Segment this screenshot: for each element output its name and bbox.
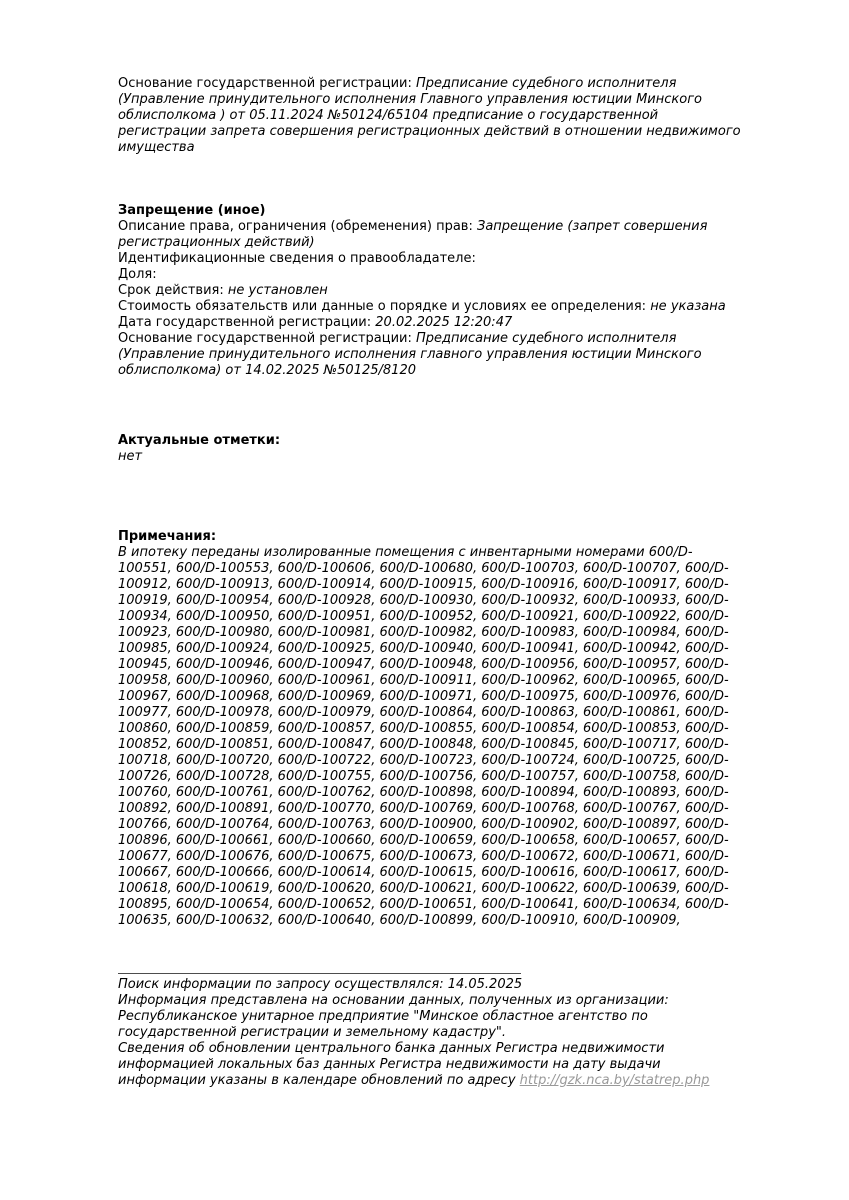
field-value: Запрещение (запрет совершения регистрационных действий)	[118, 219, 708, 250]
field-validity-period	[118, 283, 746, 299]
field-value: не указана	[650, 299, 726, 314]
field-value: 20.02.2025 12:20:47	[375, 315, 513, 330]
field-registration-basis	[118, 331, 746, 379]
statrep-link[interactable]: http://gzk.nca.by/statrep.php	[519, 1073, 710, 1088]
registration-basis-paragraph	[118, 76, 746, 156]
notes-text: В ипотеку переданы изолированные помещения с инвентарными номерами 600/D-100551, 600/D-100553, 600/D-100606, 600/D-100680, 600/D-100703, 600/D-100707, 600/D-100912, 600/D-100913, 600/D-100914, 600/D-100915, 600/D-100916, 600/D-100917, 600/D-100919, 600/D-100954, 600/D-100928, 600/D-100930, 600/D-100932, 600/D-100933, 600/D-100934, 600/D-100950, 600/D-100951, 600/D-100952, 600/D-100921, 600/D-100922, 600/D-100923, 600/D-100980, 600/D-100981, 600/D-100982, 600/D-100983, 600/D-100984, 600/D-100985, 600/D-100924, 600/D-100925, 600/D-100940, 600/D-100941, 600/D-100942, 600/D-100945, 600/D-100946, 600/D-100947, 600/D-100948, 600/D-100956, 600/D-100957, 600/D-100958, 600/D-100960, 600/D-100961, 600/D-100911, 600/D-100962, 600/D-100965, 600/D-100967, 600/D-100968, 600/D-100969, 600/D-100971, 600/D-100975, 600/D-100976, 600/D-100977, 600/D-100978, 600/D-100979, 600/D-100864, 600/D-100863, 600/D-100861, 600/D-100860, 600/D-100859, 600/D-100857, 600/D-100855, 600/D-100854, 600/D-100853, 600/D-100852, 600/D-100851, 600/D-100847, 600/D-100848, 600/D-100845, 600/D-100717, 600/D-100718, 600/D-100720, 600/D-100722, 600/D-100723, 600/D-100724, 600/D-100725, 600/D-100726, 600/D-100728, 600/D-100755, 600/D-100756, 600/D-100757, 600/D-100758, 600/D-100760, 600/D-100761, 600/D-100762, 600/D-100898, 600/D-100894, 600/D-100893, 600/D-100892, 600/D-100891, 600/D-100770, 600/D-100769, 600/D-100768, 600/D-100767, 600/D-100766, 600/D-100764, 600/D-100763, 600/D-100900, 600/D-100902, 600/D-100897, 600/D-100896, 600/D-100661, 600/D-100660, 600/D-100659, 600/D-100658, 600/D-100657, 600/D-100677, 600/D-100676, 600/D-100675, 600/D-100673, 600/D-100672, 600/D-100671, 600/D-100667, 600/D-100666, 600/D-100614, 600/D-100615, 600/D-100616, 600/D-100617, 600/D-100618, 600/D-100619, 600/D-100620, 600/D-100621, 600/D-100622, 600/D-100639, 600/D-100895, 600/D-100654, 600/D-100652, 600/D-100651, 600/D-100641, 600/D-100634, 600/D-100635, 600/D-100632, 600/D-100640, 600/D-100899, 600/D-100910, 600/D-100909,	[118, 545, 729, 928]
field-value: Предписание судебного исполнителя (Управление принудительного исполнения главного управления юстиции Минского облисполкома) от 14.02.2025 №50125/8120	[118, 331, 702, 378]
field-rightholder-info	[118, 251, 746, 267]
field-registration-date	[118, 315, 746, 331]
notes-section	[118, 529, 746, 929]
field-label: Дата государственной регистрации:	[118, 315, 372, 330]
field-label: Срок действия:	[118, 283, 224, 298]
footer-update-line	[118, 1041, 746, 1089]
registration-basis-value: Предписание судебного исполнителя (Управление принудительного исполнения Главного управления юстиции Минского облисполкома ) от 05.11.2024 №50124/65104 предписание о государственной регистрации запрета совершения регистрационных действий в отношении недвижимого имущества	[118, 76, 741, 155]
restriction-section-heading: Запрещение (иное)	[118, 203, 266, 218]
field-value: не установлен	[227, 283, 328, 298]
notes-heading: Примечания:	[118, 529, 217, 544]
footer-section	[118, 973, 746, 1089]
field-label: Основание государственной регистрации:	[118, 331, 412, 346]
restriction-section	[118, 203, 746, 379]
field-label: Описание права, ограничения (обременения) прав:	[118, 219, 473, 234]
footer-update-text: Сведения об обновлении центрального банка данных Регистра недвижимости информацией локальных баз данных Регистра недвижимости на дату выдачи информации указаны в календаре обновлений по адресу	[118, 1041, 665, 1088]
footer-search-line: Поиск информации по запросу осуществлялся: 14.05.2025	[118, 977, 523, 992]
field-right-description	[118, 219, 746, 251]
field-label: Идентификационные сведения о правообладателе:	[118, 251, 476, 266]
actual-marks-value: нет	[118, 449, 143, 464]
field-label: Доля:	[118, 267, 157, 282]
footer-divider	[118, 973, 521, 974]
actual-marks-heading: Актуальные отметки:	[118, 433, 281, 448]
field-label: Стоимость обязательств или данные о порядке и условиях ее определения:	[118, 299, 647, 314]
actual-marks-section	[118, 433, 746, 465]
registration-basis-label: Основание государственной регистрации:	[118, 76, 412, 91]
document-content	[118, 76, 746, 1089]
field-obligation-cost	[118, 299, 746, 315]
field-share	[118, 267, 746, 283]
footer-source-line: Информация представлена на основании данных, полученных из организации: Республиканское унитарное предприятие "Минское областное агентство по государственной регистрации и земельному кадастру".	[118, 993, 669, 1040]
